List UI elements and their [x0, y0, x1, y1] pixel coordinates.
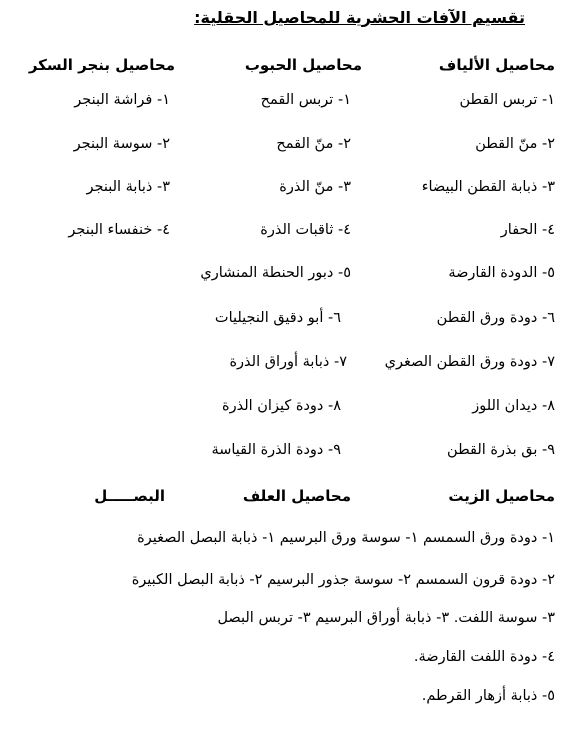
sugar-beet-item: ٢- سوسة البنجر: [73, 136, 170, 152]
fibers-item: ٥- الدودة القارضة: [448, 265, 555, 281]
fibers-item: ٩- بق بذرة القطن: [447, 442, 555, 458]
oil-item: ٤- دودة اللفت القارضة.: [413, 649, 555, 665]
fibers-item: ٦- دودة ورق القطن: [436, 310, 555, 326]
fibers-item: ٢- منّ القطن: [475, 136, 555, 152]
header-forage: محاصيل العلف: [242, 487, 351, 505]
grains-item: ٢- منّ القمح: [276, 136, 351, 152]
sugar-beet-item: ٣- ذبابة البنجر: [86, 179, 170, 195]
fibers-item: ٧- دودة ورق القطن الصغري: [384, 354, 555, 370]
grains-item: ٩- دودة الذرة القياسة: [211, 442, 341, 458]
header-fibers: محاصيل الألياف: [438, 56, 555, 74]
oil-forage-onion-line: ٢- دودة قرون السمسم ٢- سوسة جذور البرسيم ٢- ذبابة البصل الكبيرة: [131, 572, 555, 588]
sugar-beet-item: ٤- خنفساء البنجر: [68, 222, 170, 238]
grains-item: ٤- ثاقبات الذرة: [260, 222, 351, 238]
grains-item: ٦- أبو دقيق النجيليات: [214, 310, 341, 326]
header-sugar-beet: محاصيل بنجر السكر: [28, 56, 175, 74]
fibers-item: ٣- ذبابة القطن البيضاء: [421, 179, 555, 195]
fibers-item: ١- تربس القطن: [459, 92, 555, 108]
fibers-item: ٨- ديدان اللوز: [472, 398, 555, 414]
grains-item: ٨- دودة كيزان الذرة: [222, 398, 341, 414]
sugar-beet-item: ١- فراشة البنجر: [74, 92, 170, 108]
page-title: تقسيم الآفات الحشرية للمحاصيل الحقلية:: [194, 8, 525, 27]
oil-forage-onion-line: ١- دودة ورق السمسم ١- سوسة ورق البرسيم ١- ذبابة البصل الصغيرة: [137, 530, 555, 546]
oil-item: ٥- ذبابة أزهار القرطم.: [421, 688, 555, 704]
header-grains: محاصيل الحبوب: [244, 56, 362, 74]
grains-item: ١- تربس القمح: [260, 92, 351, 108]
grains-item: ٣- منّ الذرة: [279, 179, 351, 195]
oil-forage-onion-line: ٣- سوسة اللفت. ٣- ذبابة أوراق البرسيم ٣- تربس البصل: [217, 610, 555, 626]
header-oil: محاصيل الزيت: [448, 487, 555, 505]
header-onion: البصـــــل: [94, 487, 165, 505]
fibers-item: ٤- الحفار: [500, 222, 555, 238]
grains-item: ٥- دبور الحنطة المنشاري: [200, 265, 351, 281]
grains-item: ٧- ذبابة أوراق الذرة: [229, 354, 347, 370]
